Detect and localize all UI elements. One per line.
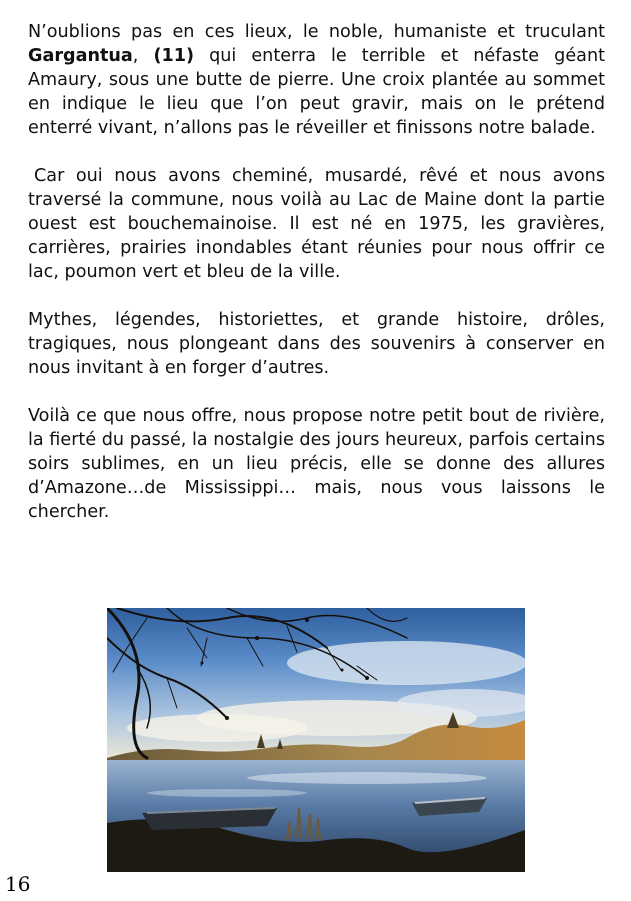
paragraph-4: Voilà ce que nous offre, nous propose notre petit bout de rivière, la fierté du passé, la nostalgie des jours heureux, parfois certains soirs sublimes, en un lieu précis, elle se donne des allures d’Amazone…de Mississippi… mais, nous vous laissons le chercher. — [28, 406, 605, 522]
paragraph-3: Mythes, légendes, historiettes, et grande histoire, drôles, tragiques, nous plongeant dans des souvenirs à conserver en nous invitant à en forger d’autres. — [28, 310, 605, 378]
gargantua-name: Gargantua — [28, 46, 133, 66]
paragraph-2: Car oui nous avons cheminé, musardé, rêvé et nous avons traversé la commune, nous voilà au Lac de Maine dont la partie ouest est bouchemainoise. Il est né en 1975, les gravières, carrières, prairies inondables étant réunies pour nous offrir ce lac, poumon vert et bleu de la ville. — [28, 166, 605, 282]
paragraph-1-intro: N’oublions pas en ces lieux, le noble, humaniste et truculant — [28, 22, 605, 42]
paragraph-1 — [28, 20, 605, 140]
body-text — [28, 20, 605, 548]
lake-photo — [107, 608, 525, 872]
paragraph-1-rest: qui enterra le terrible et néfaste géant Amaury, sous une butte de pierre. Une croix plantée au sommet en indique le lieu que l’on peut gravir, mais on le prétend enterré vivant, n’allons pas le réveiller et finissons notre balade. — [28, 46, 605, 138]
page-number: 16 — [5, 872, 31, 896]
footnote-ref: (11) — [153, 46, 195, 66]
paragraph-1-comma: , — [132, 46, 154, 66]
